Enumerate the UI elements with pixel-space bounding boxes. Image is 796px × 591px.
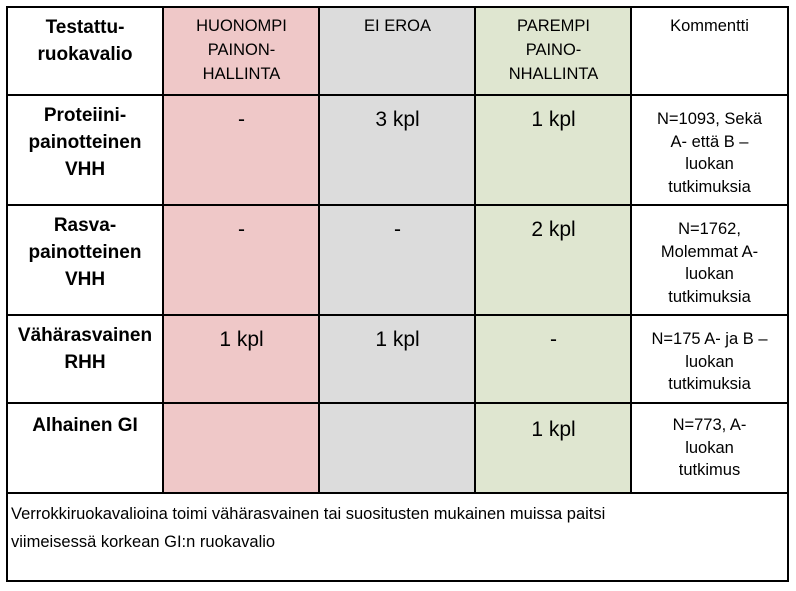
row-1-huonompi: - (238, 108, 245, 131)
header-row-label: Testattu- ruokavalio (37, 17, 133, 65)
row-2-ei-eroa: - (394, 218, 401, 241)
row-2-parempi: 2 kpl (531, 218, 576, 241)
header-kommentti: Kommentti (670, 17, 749, 35)
grid-line (6, 94, 789, 96)
row-1-comment: N=1093, Sekä A- että B – luokan tutkimuksia (656, 110, 763, 196)
row-label-rasva: Rasva- painotteinen VHH (28, 215, 142, 290)
row-4-comment: N=773, A- luokan tutkimus (672, 416, 747, 479)
grid-line (6, 402, 789, 404)
row-label-proteiini: Proteiini- painotteinen VHH (28, 105, 142, 180)
header-parempi: PAREMPI PAINO- NHALLINTA (508, 17, 599, 83)
row-3-parempi: - (550, 328, 557, 351)
footer-note: Verrokkiruokavalioina toimi vähärasvainen tai suositusten mukainen muissa paitsi viimeisessä korkean GI:n ruokavalio (11, 505, 606, 551)
row-2-comment: N=1762, Molemmat A- luokan tutkimuksia (660, 220, 759, 306)
row-3-huonompi: 1 kpl (219, 328, 264, 351)
grid-line (6, 492, 789, 494)
row-1-ei-eroa: 3 kpl (375, 108, 420, 131)
row-1-parempi: 1 kpl (531, 108, 576, 131)
grid-line (6, 314, 789, 316)
row-3-comment: N=175 A- ja B – luokan tutkimuksia (651, 330, 768, 393)
row-4-parempi: 1 kpl (531, 418, 576, 441)
row-label-alhainen-gi: Alhainen GI (32, 415, 138, 436)
col-bg-ei-eroa (320, 8, 475, 492)
header-huonompi: HUONOMPI PAINON- HALLINTA (196, 17, 287, 83)
row-3-ei-eroa: 1 kpl (375, 328, 420, 351)
grid-line (6, 204, 789, 206)
header-ei-eroa: EI EROA (364, 17, 431, 35)
row-label-vaharasvainen: Vähärasvainen RHH (17, 325, 153, 373)
row-2-huonompi: - (238, 218, 245, 241)
